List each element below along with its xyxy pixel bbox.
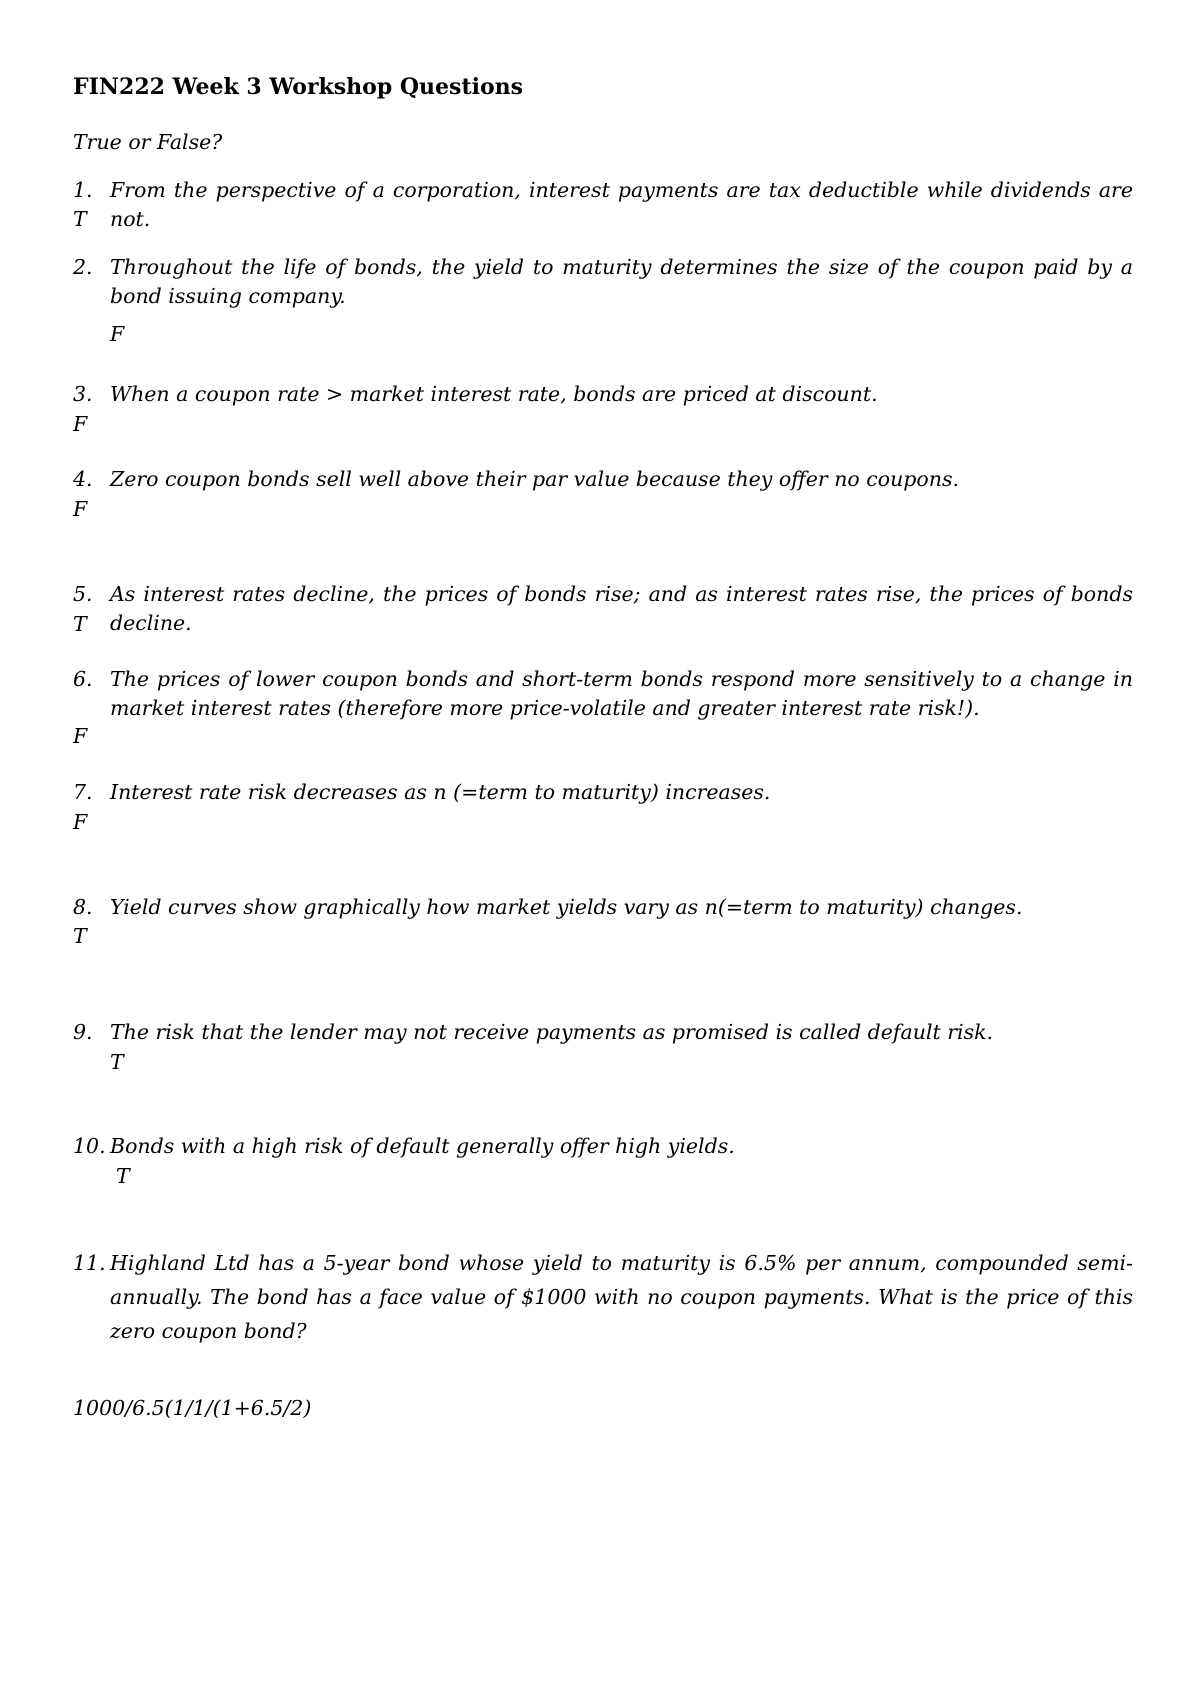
question-number: 3.	[73, 382, 93, 406]
question-text: As interest rates decline, the prices of bonds rise; and as interest rates rise, the prices of bonds decline.	[110, 582, 1133, 635]
answer-10: T	[116, 1164, 130, 1188]
question-text: From the perspective of a corporation, interest payments are tax deductible while dividends are not.	[110, 178, 1133, 231]
answer-3: F	[73, 412, 88, 436]
question-3	[73, 380, 1133, 409]
document-title: FIN222 Week 3 Workshop Questions	[73, 74, 524, 100]
question-text: When a coupon rate > market interest rate, bonds are priced at discount.	[110, 382, 878, 406]
question-2	[73, 253, 1133, 311]
question-text: Yield curves show graphically how market yields vary as n(=term to maturity) changes.	[110, 895, 1023, 919]
question-text: Highland Ltd has a 5-year bond whose yield to maturity is 6.5% per annum, compounded semi-annually. The bond has a face value of $1000 with no coupon payments. What is the price of this zero coupon bond?	[110, 1251, 1133, 1343]
question-text: Zero coupon bonds sell well above their par value because they offer no coupons.	[110, 467, 959, 491]
question-text: Bonds with a high risk of default generally offer high yields.	[110, 1134, 735, 1158]
question-7	[73, 778, 1133, 807]
answer-4: F	[73, 497, 88, 521]
section-subheading: True or False?	[73, 130, 223, 154]
question-11	[73, 1246, 1133, 1348]
answer-1: T	[73, 207, 87, 231]
question-number: 10.	[73, 1134, 106, 1158]
question-text: Interest rate risk decreases as n (=term to maturity) increases.	[110, 780, 771, 804]
question-text: The risk that the lender may not receive payments as promised is called default risk.	[110, 1020, 994, 1044]
question-number: 8.	[73, 895, 93, 919]
question-number: 9.	[73, 1020, 93, 1044]
question-number: 4.	[73, 467, 93, 491]
answer-7: F	[73, 810, 88, 834]
question-number: 7.	[73, 780, 93, 804]
answer-9: T	[110, 1050, 124, 1074]
question-number: 6.	[73, 667, 93, 691]
answer-2: F	[110, 322, 125, 346]
question-10	[73, 1132, 1133, 1161]
question-number: 11.	[73, 1251, 106, 1275]
calculation-answer: 1000/6.5(1/1/(1+6.5/2)	[73, 1396, 312, 1420]
question-number: 1.	[73, 178, 93, 202]
question-5	[73, 580, 1133, 638]
question-1	[73, 176, 1133, 234]
question-number: 2.	[73, 255, 93, 279]
answer-6: F	[73, 724, 88, 748]
answer-5: T	[73, 612, 87, 636]
answer-8: T	[73, 924, 87, 948]
question-9	[73, 1018, 1133, 1047]
question-8	[73, 893, 1133, 922]
question-6	[73, 665, 1133, 723]
question-text: The prices of lower coupon bonds and short-term bonds respond more sensitively to a change in market interest rates (therefore more price-volatile and greater interest rate risk!).	[110, 667, 1133, 720]
question-number: 5.	[73, 582, 93, 606]
question-text: Throughout the life of bonds, the yield to maturity determines the size of the coupon paid by a bond issuing company.	[110, 255, 1133, 308]
question-4	[73, 465, 1133, 494]
